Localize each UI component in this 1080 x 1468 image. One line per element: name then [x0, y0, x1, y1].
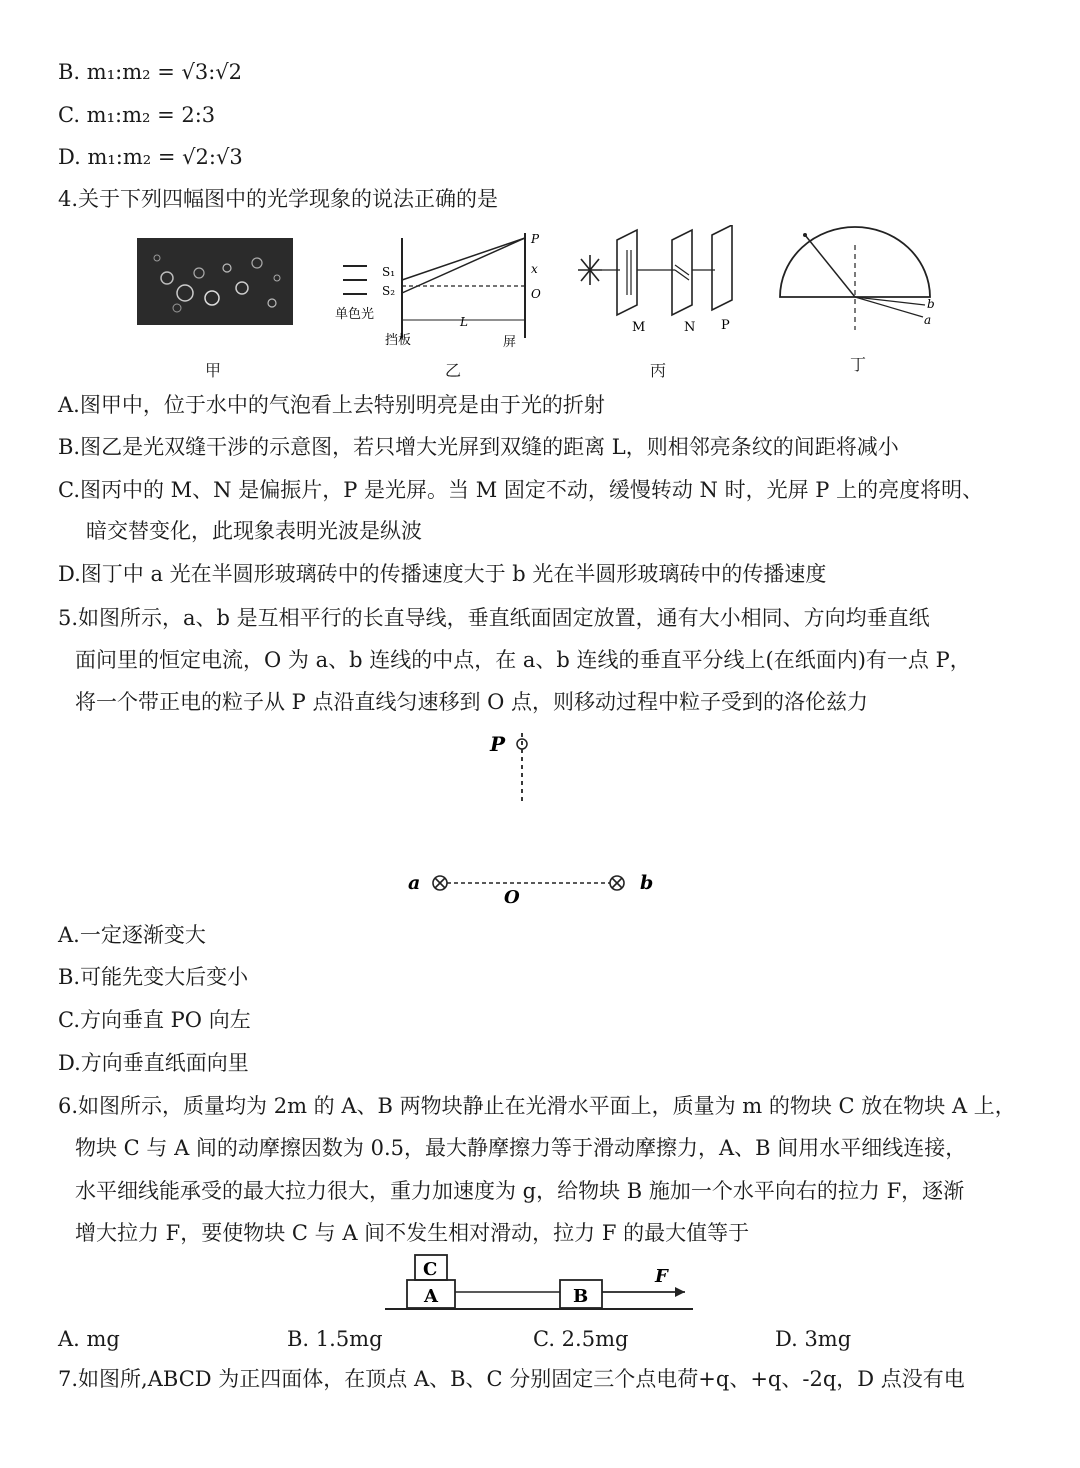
bubbles-image — [137, 238, 293, 325]
label-wire-b: b — [640, 872, 654, 894]
q4-option-c-line2: 暗交替变化，此现象表明光波是纵波 — [86, 519, 422, 543]
q4-stem: 4.关于下列四幅图中的光学现象的说法正确的是 — [58, 187, 499, 211]
label-screen: 屏 — [503, 335, 517, 350]
fig-ding-semicircle — [775, 225, 940, 335]
label-block-b: B — [573, 1286, 589, 1307]
label-p: P — [531, 232, 540, 246]
wire-b-into-page-icon — [610, 876, 624, 890]
q5-figure — [400, 725, 670, 910]
q6-stem-line4: 增大拉力 F，要使物块 C 与 A 间不发生相对滑动，拉力 F 的最大值等于 — [75, 1221, 750, 1245]
label-o: O — [531, 287, 541, 301]
label-m: M — [632, 320, 646, 335]
label-light: 单色光 — [335, 307, 375, 322]
q6-stem-line1: 6.如图所示，质量均为 2m 的 A、B 两物块静止在光滑水平面上，质量为 m 的物块 C 放在物块 A 上， — [58, 1094, 1016, 1118]
q6-stem-line3: 水平细线能承受的最大拉力很大，重力加速度为 g，给物块 B 施加一个水平向右的拉力 F，逐渐 — [75, 1179, 965, 1203]
wire-a-into-page-icon — [433, 876, 447, 890]
q5-option-b: B.可能先变大后变小 — [58, 965, 249, 989]
fig-yi-double-slit — [335, 228, 555, 353]
q6-option-d: D. 3mg — [775, 1327, 852, 1351]
q7-stem-line1: 7.如图所,ABCD 为正四面体，在顶点 A、B、C 分别固定三个点电荷+q、+q、-2q，D 点没有电 — [58, 1367, 965, 1391]
q6-option-a: A. mg — [58, 1327, 120, 1351]
light-source-icon — [578, 255, 602, 285]
label-b-ray: b — [927, 297, 935, 311]
fig-ding-caption: 丁 — [850, 355, 867, 374]
q4-option-d: D.图丁中 a 光在半圆形玻璃砖中的传播速度大于 b 光在半圆形玻璃砖中的传播速度 — [58, 562, 827, 586]
q5-option-a: A.一定逐渐变大 — [58, 923, 206, 947]
q5-stem-line1: 5.如图所示，a、b 是互相平行的长直导线，垂直纸面固定放置，通有大小相同、方向均垂直纸 — [58, 606, 930, 630]
label-block-a: A — [424, 1286, 438, 1307]
q5-stem-line3: 将一个带正电的粒子从 P 点沿直线匀速移到 O 点，则移动过程中粒子受到的洛伦兹力 — [75, 690, 869, 714]
q5-option-d: D.方向垂直纸面向里 — [58, 1051, 249, 1075]
fig-jia-photo — [137, 238, 293, 325]
label-wire-a: a — [408, 872, 421, 894]
label-s2: S₂ — [382, 284, 396, 298]
label-l: L — [460, 315, 468, 329]
label-point-p: P — [490, 732, 506, 756]
label-s1: S₁ — [382, 265, 396, 279]
fig-yi-caption: 乙 — [445, 361, 462, 380]
q6-stem-line2: 物块 C 与 A 间的动摩擦因数为 0.5，最大静摩擦力等于滑动摩擦力，A、B 间用水平细线连接， — [75, 1136, 967, 1160]
label-midpoint-o: O — [504, 887, 520, 908]
q4-option-a: A.图甲中，位于水中的气泡看上去特别明亮是由于光的折射 — [58, 393, 605, 417]
fig-bing-caption: 丙 — [650, 361, 667, 380]
q5-stem-line2: 面问里的恒定电流，O 为 a、b 连线的中点，在 a、b 连线的垂直平分线上(在纸面内)有一点 P， — [75, 648, 971, 672]
q6-figure — [385, 1252, 695, 1314]
q3-option-d: D. m₁:m₂ = √2:√3 — [58, 145, 243, 169]
q3-option-c: C. m₁:m₂ = 2:3 — [58, 103, 216, 127]
label-block-c: C — [423, 1259, 438, 1280]
q4-option-c-line1: C.图丙中的 M、N 是偏振片，P 是光屏。当 M 固定不动，缓慢转动 N 时，光屏 P 上的亮度将明、 — [58, 478, 984, 502]
q3-option-b: B. m₁:m₂ = √3:√2 — [58, 60, 243, 84]
fig-bing-polarizers — [575, 225, 750, 337]
label-force-f: F — [655, 1266, 668, 1287]
fig-jia-caption: 甲 — [205, 361, 222, 380]
q6-option-c: C. 2.5mg — [533, 1327, 629, 1351]
label-x: x — [531, 262, 538, 276]
label-barrier: 挡板 — [385, 333, 412, 348]
q5-option-c: C.方向垂直 PO 向左 — [58, 1008, 251, 1032]
label-n: N — [684, 320, 696, 335]
q6-option-b: B. 1.5mg — [287, 1327, 383, 1351]
label-a-ray: a — [924, 313, 932, 327]
label-p-screen: P — [721, 318, 730, 333]
q4-option-b: B.图乙是光双缝干涉的示意图，若只增大光屏到双缝的距离 L，则相邻亮条纹的间距将减小 — [58, 435, 899, 459]
